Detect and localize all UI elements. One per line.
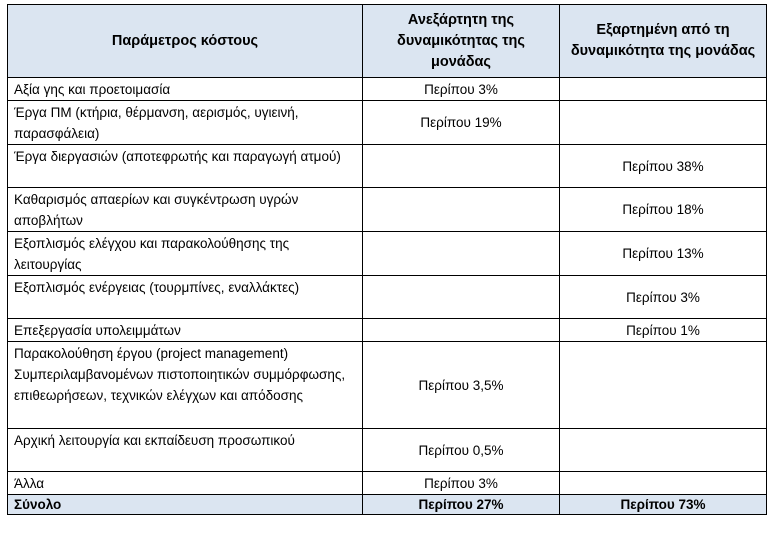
row-independent: Περίπου 3% bbox=[363, 472, 560, 495]
table-row bbox=[8, 319, 767, 342]
table-row bbox=[8, 276, 767, 319]
table-row bbox=[8, 188, 767, 232]
header-cost-parameter: Παράμετρος κόστους bbox=[8, 5, 363, 78]
row-dependent: Περίπου 13% bbox=[560, 232, 767, 276]
row-param: Έργα διεργασιών (αποτεφρωτής και παραγωγή ατμού) bbox=[8, 145, 363, 188]
table-row bbox=[8, 232, 767, 276]
cost-parameters-table bbox=[7, 4, 767, 515]
row-independent bbox=[363, 319, 560, 342]
row-dependent bbox=[560, 342, 767, 429]
row-independent: Περίπου 19% bbox=[363, 101, 560, 145]
row-param: Καθαρισμός απαερίων και συγκέντρωση υγρών αποβλήτων bbox=[8, 188, 363, 232]
total-row bbox=[8, 495, 767, 515]
row-dependent: Περίπου 38% bbox=[560, 145, 767, 188]
total-independent: Περίπου 27% bbox=[363, 495, 560, 515]
table-row bbox=[8, 145, 767, 188]
row-param: Αρχική λειτουργία και εκπαίδευση προσωπικού bbox=[8, 429, 363, 472]
row-param: Έργα ΠΜ (κτήρια, θέρμανση, αερισμός, υγιεινή, παρασφάλεια) bbox=[8, 101, 363, 145]
row-dependent bbox=[560, 78, 767, 101]
row-param: Άλλα bbox=[8, 472, 363, 495]
row-dependent bbox=[560, 429, 767, 472]
total-dependent: Περίπου 73% bbox=[560, 495, 767, 515]
table-header-row bbox=[8, 5, 767, 78]
row-dependent bbox=[560, 472, 767, 495]
row-param: Εξοπλισμός ελέγχου και παρακολούθησης της λειτουργίας bbox=[8, 232, 363, 276]
row-independent bbox=[363, 145, 560, 188]
row-dependent: Περίπου 1% bbox=[560, 319, 767, 342]
row-param: Αξία γης και προετοιμασία bbox=[8, 78, 363, 101]
table-row bbox=[8, 342, 767, 429]
header-capacity-dependent: Εξαρτημένη από τη δυναμικότητα της μονάδας bbox=[560, 5, 767, 78]
header-capacity-independent: Ανεξάρτητη της δυναμικότητας της μονάδας bbox=[363, 5, 560, 78]
table-row bbox=[8, 101, 767, 145]
row-dependent: Περίπου 18% bbox=[560, 188, 767, 232]
row-independent bbox=[363, 188, 560, 232]
table-row bbox=[8, 78, 767, 101]
row-param: Παρακολούθηση έργου (project management) Συμπεριλαμβανομένων πιστοποιητικών συμμόρφωσης, επιθεωρήσεων, τεχνικών ελέγχων και απόδοσης bbox=[8, 342, 363, 429]
row-independent: Περίπου 0,5% bbox=[363, 429, 560, 472]
table-row bbox=[8, 429, 767, 472]
row-independent bbox=[363, 232, 560, 276]
row-independent: Περίπου 3% bbox=[363, 78, 560, 101]
row-independent: Περίπου 3,5% bbox=[363, 342, 560, 429]
row-independent bbox=[363, 276, 560, 319]
row-param: Επεξεργασία υπολειμμάτων bbox=[8, 319, 363, 342]
row-param: Εξοπλισμός ενέργειας (τουρμπίνες, εναλλάκτες) bbox=[8, 276, 363, 319]
table-row bbox=[8, 472, 767, 495]
row-dependent: Περίπου 3% bbox=[560, 276, 767, 319]
total-label: Σύνολο bbox=[8, 495, 363, 515]
row-dependent bbox=[560, 101, 767, 145]
document-page bbox=[7, 4, 767, 515]
